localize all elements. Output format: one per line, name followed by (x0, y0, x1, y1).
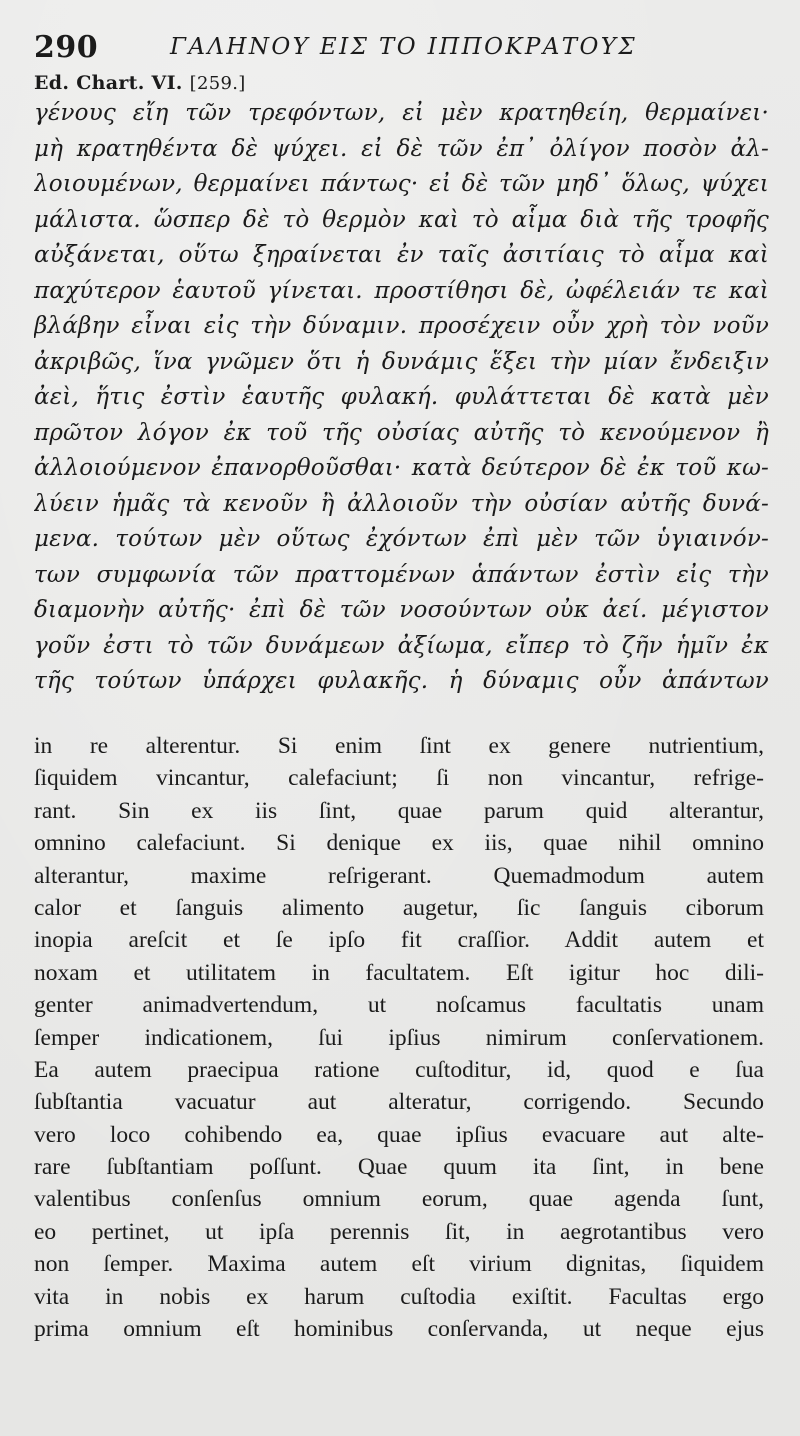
running-head: ΓΑΛΗΝΟΥ ΕΙΣ ΤΟ ΙΠΠΟΚΡΑΤΟΥΣ (170, 34, 638, 60)
latin-line: valentibus conſenſus omnium eorum, quae agenda ſunt, (34, 1186, 764, 1213)
greek-line: ἀλλοιούμενον ἐπανορθοῦσθαι· κατὰ δεύτερον δὲ ἐκ τοῦ κω- (34, 455, 769, 481)
greek-line: λοιουμένων, θερμαίνει πάντως· εἰ δὲ τῶν μηδ᾽ ὅλως, ψύχει (34, 171, 769, 197)
latin-line: vero loco cohibendo ea, quae ipſius evacuare aut alte- (34, 1121, 764, 1148)
greek-line: διαμονὴν αὐτῆς· ἐπὶ δὲ τῶν νοσούντων οὐκ ἀεί. μέγιστον (34, 597, 769, 623)
greek-line: αὐξάνεται, οὕτω ξηραίνεται ἐν ταῖς ἀσιτίαις τὸ αἷμα καὶ (34, 242, 769, 268)
latin-line: ſemper indicationem, ſui ipſius nimirum conſervationem. (34, 1024, 764, 1051)
greek-line: μὴ κρατηθέντα δὲ ψύχει. εἰ δὲ τῶν ἐπ᾽ ὀλίγον ποσὸν ἀλ- (34, 135, 769, 162)
page-number: 290 (34, 30, 99, 65)
page-header (34, 30, 774, 70)
greek-line: ἀεὶ, ἥτις ἐστὶν ἑαυτῆς φυλακή. φυλάττεται δὲ κατὰ μὲν (34, 384, 769, 410)
latin-line: in re alterentur. Si enim ſint ex genere nutrientium, (34, 733, 764, 759)
greek-line: λύειν ἡμᾶς τὰ κενοῦν ἢ ἀλλοιοῦν τὴν οὐσίαν αὐτῆς δυνά- (34, 490, 769, 517)
greek-line: πρῶτον λόγον ἐκ τοῦ τῆς οὐσίας αὐτῆς τὸ κενούμενον ἢ (34, 419, 769, 446)
latin-line: Ea autem praecipua ratione cuſtoditur, id, quod e ſua (34, 1056, 764, 1083)
latin-text-block (34, 730, 764, 1345)
greek-line: των συμφωνία τῶν πραττομένων ἁπάντων ἐστὶν εἰς τὴν (34, 561, 769, 588)
greek-line: τῆς τούτων ὑπάρχει φυλακῆς. ἡ δύναμις οὖν ἁπάντων (34, 668, 769, 694)
greek-line: γοῦν ἐστι τὸ τῶν δυνάμεων ἀξίωμα, εἴπερ τὸ ζῆν ἡμῖν ἐκ (34, 632, 769, 659)
latin-line: inopia areſcit et ſe ipſo fit craſſior. Addit autem et (34, 927, 764, 954)
latin-line: genter animadvertendum, ut noſcamus facultatis unam (34, 992, 764, 1019)
latin-line: prima omnium eſt hominibus conſervanda, ut neque ejus (34, 1316, 764, 1343)
latin-line: rant. Sin ex iis ſint, quae parum quid alterantur, (34, 797, 764, 824)
greek-line: μάλιστα. ὥσπερ δὲ τὸ θερμὸν καὶ τὸ αἷμα διὰ τῆς τροφῆς (34, 206, 769, 233)
greek-line: γένους εἴη τῶν τρεφόντων, εἰ μὲν κρατηθείη, θερμαίνει· (34, 100, 769, 126)
edition-page-ref: [259.] (189, 73, 246, 94)
latin-line: ſubſtantia vacuatur aut alteratur, corrigendo. Secundo (34, 1089, 764, 1116)
latin-line: vita in nobis ex harum cuſtodia exiſtit. Facultas ergo (34, 1283, 764, 1310)
greek-line: βλάβην εἶναι εἰς τὴν δύναμιν. προσέχειν οὖν χρὴ τὸν νοῦν (34, 313, 769, 339)
latin-line: alterantur, maxime reſrigerant. Quemadmodum autem (34, 862, 764, 889)
greek-line: παχύτερον ἑαυτοῦ γίνεται. προστίθησι δὲ, ὠφέλειάν τε καὶ (34, 277, 769, 304)
edition-reference (34, 72, 246, 94)
latin-line: omnino calefaciunt. Si denique ex iis, quae nihil omnino (34, 830, 764, 857)
latin-line: rare ſubſtantiam poſſunt. Quae quum ita ſint, in bene (34, 1154, 764, 1181)
greek-text-block (34, 96, 769, 700)
latin-line: eo pertinet, ut ipſa perennis ſit, in aegrotantibus vero (34, 1218, 764, 1245)
edition-label: Ed. Chart. VI. (34, 72, 183, 94)
latin-line: noxam et utilitatem in facultatem. Eſt igitur hoc dili- (34, 959, 764, 986)
latin-line: calor et ſanguis alimento augetur, ſic ſanguis ciborum (34, 894, 764, 921)
greek-line: μενα. τούτων μὲν οὕτως ἐχόντων ἐπὶ μὲν τῶν ὑγιαινόν- (34, 526, 769, 552)
latin-line: non ſemper. Maxima autem eſt virium dignitas, ſiquidem (34, 1251, 764, 1278)
latin-line: ſiquidem vincantur, calefaciunt; ſi non vincantur, refrige- (34, 765, 764, 792)
greek-line: ἀκριβῶς, ἵνα γνῶμεν ὅτι ἡ δυνάμις ἕξει τὴν μίαν ἔνδειξιν (34, 348, 769, 375)
